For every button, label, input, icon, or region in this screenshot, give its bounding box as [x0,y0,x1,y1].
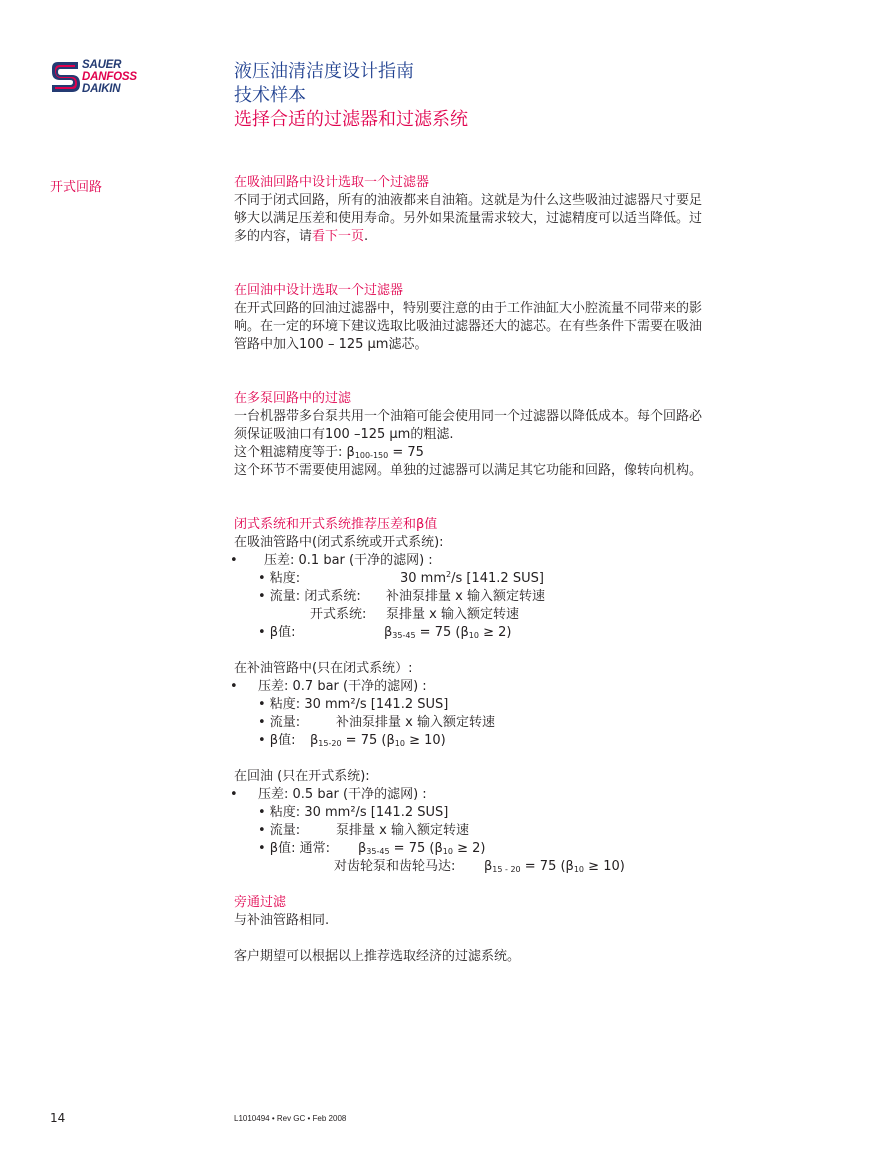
charge-flow-value: 补油泵排量 x 输入额定转速 [336,715,495,730]
section-heading-recommend: 闭式系统和开式系统推荐压差和β值 [234,517,438,532]
return-gear-row [234,858,794,876]
section-heading-suction: 在吸油回路中设计选取一个过滤器 [234,175,430,190]
suction-beta-value [384,624,511,642]
suction-line-1: 不同于闭式回路，所有的油液都来自油箱。这就是为什么这些吸油过滤器尺寸要足 [234,193,703,208]
return-flow-row [234,822,794,840]
suction-dp-row [230,552,794,570]
beta-c: ≥ 10) [404,733,446,748]
suction-visc-label: • 粘度: [258,571,301,586]
multipump-line-3-suffix: = 75 [388,445,424,460]
return-beta-value [358,840,485,858]
beta-b: = 75 (β [520,859,574,874]
section-heading-bypass: 旁通过滤 [234,895,287,910]
multipump-line-4: 这个环节不需要使用滤网。单独的过滤器可以满足其它功能和回路，像转向机构。 [234,463,703,478]
suction-line-3-suffix: . [364,229,369,244]
return-dp-row [230,786,794,804]
charge-intro: 在补油管路中(只在闭式系统）: [234,661,413,676]
suction-dp: 压差: 0.1 bar (干净的滤网) : [264,553,433,568]
multipump-line-3-prefix: 这个粗滤精度等于: β [234,445,355,460]
logo-text-danfoss: DANFOSS [82,71,137,83]
return-line-2: 响。在一定的环境下建议选取比吸油过滤器还大的滤芯。在有些条件下需要在吸油 [234,319,703,334]
beta-b: = 75 (β [389,841,443,856]
return-gear-value [484,858,625,876]
suction-visc-val: 30 mm [400,571,447,586]
beta-b: = 75 (β [341,733,395,748]
return-beta-row [234,840,794,858]
title-line-3: 选择合适的过滤器和过滤系统 [234,109,468,130]
suction-beta-label: • β值: [258,625,296,640]
charge-beta-row [234,732,794,750]
suction-visc-rest: /s [141.2 SUS] [451,571,544,586]
return-gear-label: 对齿轮泵和齿轮马达: [334,859,456,874]
charge-flow-row [234,714,794,732]
bullet: • [230,787,238,802]
charge-beta-value [310,732,446,750]
suction-line-2: 够大以满足压差和使用寿命。另外如果流量需求较大，过滤精度可以适当降低。过 [234,211,703,226]
suction-flow2-row [234,606,794,624]
suction-visc-row [234,570,794,588]
logo-text-sauer: SAUER [82,59,122,71]
charge-beta-label: • β值: [258,733,296,748]
beta-c: ≥ 10) [584,859,625,874]
charge-visc: • 粘度: 30 mm²/s [141.2 SUS] [258,697,449,712]
return-visc-row [234,804,794,822]
beta-sub2: 10 [394,739,405,748]
page-number: 14 [50,1111,66,1125]
logo-text-daikin: DAIKIN [82,83,121,95]
return-flow-label: • 流量: [258,823,301,838]
charge-dp-row [230,678,794,696]
return-line-1: 在开式回路的回油过滤器中，特别要注意的由于工作油缸大小腔流量不同带来的影 [234,301,703,316]
logo-wordmark [82,59,137,95]
charge-visc-row [234,696,794,714]
return-flow-value: 泵排量 x 输入额定转速 [336,823,469,838]
suction-flow2-label: 开式系统: [310,607,367,622]
beta-a: β [310,733,319,748]
beta-sub1: 15 - 20 [492,865,521,874]
next-page-link[interactable]: 看下一页 [312,229,365,244]
return-line-3: 管路中加入100 – 125 µm滤芯。 [234,337,428,352]
multipump-line-1: 一台机器带多台泵共用一个油箱可能会使用同一个过滤器以降低成本。每个回路必 [234,409,703,424]
return-visc: • 粘度: 30 mm²/s [141.2 SUS] [258,805,449,820]
beta-sub1: 15-20 [318,739,342,748]
charge-flow-label: • 流量: [258,715,301,730]
suction-flow-label: • 流量: 闭式系统: [258,589,361,604]
multipump-beta-sub: 100-150 [354,451,389,460]
suction-flow-row [234,588,794,606]
sidebar-section-label: 开式回路 [50,180,103,195]
suction-line-3-prefix: 多的内容，请 [234,229,313,244]
suction-visc-value [400,570,544,588]
suction-flow-value: 补油泵排量 x 输入额定转速 [386,589,545,604]
charge-dp: 压差: 0.7 bar (干净的滤网) : [258,679,427,694]
beta-b: = 75 (β [415,625,469,640]
multipump-line-3 [234,444,794,462]
bullet: • [230,679,238,694]
suction-visc-sup: 2 [446,570,452,579]
suction-beta-row [234,624,794,642]
return-dp: 压差: 0.5 bar (干净的滤网) : [258,787,427,802]
return-intro: 在回油 (只在开式系统): [234,769,370,784]
title-line-1: 液压油清洁度设计指南 [234,61,414,82]
page-title [234,60,468,132]
bullet: • [230,553,238,568]
beta-sub2: 10 [468,631,479,640]
beta-a: β [484,859,493,874]
bypass-line-1: 与补油管路相同. [234,913,330,928]
beta-a: β [384,625,393,640]
section-heading-multipump: 在多泵回路中的过滤 [234,391,352,406]
beta-c: ≥ 2) [452,841,486,856]
beta-sub2: 10 [442,847,453,856]
suction-intro: 在吸油管路中(闭式系统或开式系统): [234,535,444,550]
title-line-2: 技术样本 [234,85,306,106]
bypass-line-2: 客户期望可以根据以上推荐选取经济的过滤系统。 [234,949,521,964]
suction-flow2-value: 泵排量 x 输入额定转速 [386,607,519,622]
multipump-line-2: 须保证吸油口有100 –125 µm的粗滤. [234,427,454,442]
return-beta-label: • β值: 通常: [258,841,330,856]
beta-sub2: 10 [573,865,585,874]
beta-c: ≥ 2) [478,625,512,640]
section-heading-return: 在回油中设计选取一个过滤器 [234,283,404,298]
beta-sub1: 35-45 [392,631,416,640]
doc-reference: L1010494 • Rev GC • Feb 2008 [234,1114,347,1123]
beta-a: β [358,841,367,856]
suction-line-3 [234,228,794,246]
beta-sub1: 35-45 [366,847,390,856]
main-content [230,174,794,966]
